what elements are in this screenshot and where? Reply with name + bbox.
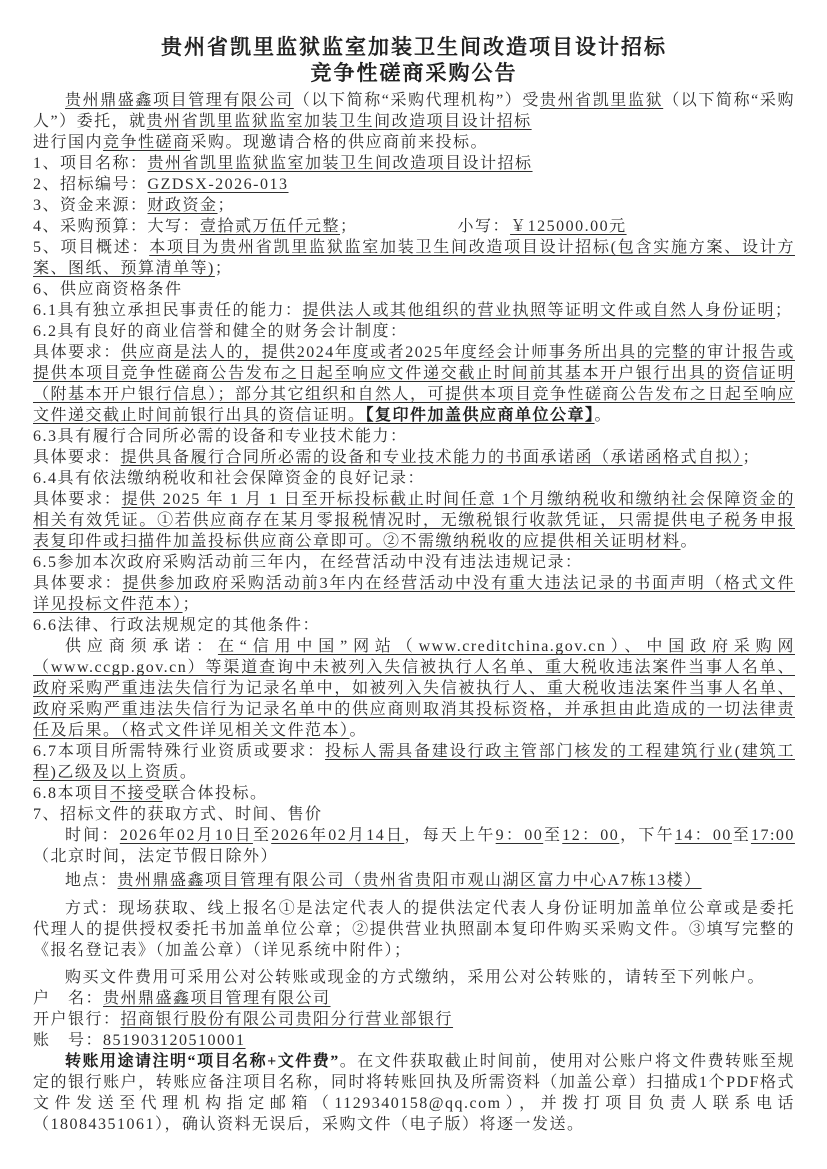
text-segment: 账 号：: [33, 1032, 104, 1049]
text-segment: 转账用途请注明“项目名称+文件费”: [65, 1053, 340, 1070]
text-segment: 2、招标编号：: [33, 176, 148, 193]
text-segment: 。: [594, 407, 613, 424]
text-segment: 6.7本项目所需特殊行业资质或要求：: [33, 743, 326, 760]
text-segment: 地点：: [65, 872, 118, 889]
text-segment: 提供参加政府采购活动前3年内在经营活动中没有重大违法记录的书面声明（格式文件详见投标文件范本）: [33, 575, 795, 613]
text-segment: GZDSX-2026-013: [147, 176, 289, 193]
item-3-funding-source: [33, 195, 795, 216]
text-segment: 小写：: [457, 218, 511, 235]
text-segment: 具体要求：: [33, 491, 122, 508]
item-6-3: [33, 426, 795, 447]
text-segment: 投标人需具备建设行政主管部门核发的工程建筑行业(建筑工程)乙级及以上资质: [33, 743, 795, 781]
text-segment: ；: [214, 260, 233, 277]
text-segment: 购买文件费用可采用公对公转账或现金的方式缴纳，采用公对公转账的，请转至下列帐户。: [65, 969, 766, 986]
item-4-budget: [33, 216, 795, 237]
item-6-2-detail: [33, 342, 795, 426]
text-segment: 7、招标文件的获取方式、时间、售价: [33, 806, 323, 823]
text-segment: 时间：: [65, 827, 120, 844]
text-segment: 提供具备履行合同所必需的设备和专业技术能力的书面承诺函（承诺函格式自拟）: [120, 449, 743, 466]
text-segment: ；: [182, 596, 201, 613]
text-segment: 3、资金来源：: [33, 197, 148, 214]
text-segment: 提供法人或其他组织的营业执照等证明文件或自然人身份证明: [302, 302, 776, 319]
text-segment: 6.6法律、行政法规规定的其他条件：: [33, 617, 321, 634]
text-segment: 在“信用中国”网站（www.creditchina.gov.cn）、中国政府采购网（www.ccgp.gov.cn）等渠道查询中未被列入失信被执行人名单、重大税收违法案件当事人名单、政府采购严重违法失信行为记录名单中，如被列入失信被执行人、重大税收违法案件当事人名单、政府采购严重违法失信行为记录名单中的供应商则取消其投标资格，并承担由此造成的一切法律责任及后果。（格式文件详见相关文件范本）: [33, 638, 795, 739]
text-segment: 至: [543, 827, 563, 844]
text-segment: ；: [340, 218, 358, 235]
item-7-time: [33, 825, 795, 867]
text-segment: 。: [680, 533, 699, 550]
item-2-tender-number: [33, 174, 795, 195]
text-segment: 6.4具有依法缴纳税收和社会保障资金的良好记录：: [33, 470, 426, 487]
text-segment: 采购。现邀请合格的供应商前来投标。: [190, 134, 489, 151]
item-6-6-detail: [33, 636, 795, 741]
text-segment: 6.3具有履行合同所必需的设备和专业技术能力：: [33, 428, 408, 445]
text-segment: 不接受: [110, 785, 163, 802]
text-segment: 851903120510001: [103, 1032, 246, 1049]
page-title-line1: 贵州省凯里监狱监室加装卫生间改造项目设计招标: [161, 35, 667, 59]
item-5-project-overview: [33, 237, 795, 279]
text-segment: 贵州鼎盛鑫项目管理有限公司: [103, 990, 331, 1007]
item-6-qualification-header: [33, 279, 795, 300]
text-segment: 6.8本项目: [33, 785, 111, 802]
text-segment: 供应商是法人的，提供2024年度或者2025年度经会计师事务所出具的完整的审计报告或提供本项目竞争性磋商公告发布之日起至响应文件递交截止时间前其基本开户银行出具的资信证明（附基本开户银行信息）；部分其它组织和自然人，可提供本项目竞争性磋商公告发布之日起至响应文件递交截止时间前银行出具的资信证明。: [33, 344, 796, 424]
text-segment: （以下简称“采购代理机构”）受: [293, 92, 540, 109]
text-segment: 14：00: [674, 827, 732, 844]
text-segment: 贵州省凯里监狱监室加装卫生间改造项目设计招标: [147, 155, 533, 172]
text-segment: 提供 2025 年 1 月 1 日至开标投标截止时间任意 1个月缴纳税收和缴纳社会保障资金的相关有效凭证。①若供应商存在某月零报税情况时，无缴税银行收款凭证，只需提供电子税务申报表复印件或扫描件加盖投标供应商公章即可。②不需缴纳税收的应提供相关证明材料: [33, 491, 795, 550]
text-segment: 供应商须承诺：: [65, 638, 218, 655]
text-segment: 17:00: [750, 827, 795, 844]
text-segment: ；: [775, 302, 793, 319]
text-segment: 壹拾贰万伍仟元整: [200, 218, 341, 235]
item-6-7: [33, 741, 795, 783]
item-7-location: [33, 870, 795, 891]
text-segment: ，下午: [619, 827, 675, 844]
text-segment: 户 名：: [33, 990, 104, 1007]
item-6-5-detail: [33, 573, 795, 615]
item-6-1: [33, 300, 795, 321]
text-segment: 6、供应商资格条件: [33, 281, 183, 298]
text-segment: 1、项目名称：: [33, 155, 148, 172]
text-segment: 具体要求：: [33, 449, 121, 466]
text-segment: 具体要求：: [33, 575, 123, 592]
text-segment: 贵州省凯里监狱监室加装卫生间改造项目设计招标: [146, 113, 532, 130]
text-segment: 进行国内: [33, 134, 104, 151]
text-segment: 招商银行股份有限公司贵阳分行营业部银行: [120, 1011, 454, 1028]
text-segment: 贵州鼎盛鑫项目管理有限公司（贵州省贵阳市观山湖区富力中心A7栋13楼）: [117, 872, 702, 889]
item-6-3-detail: [33, 447, 795, 468]
text-segment: ，每天上午: [404, 827, 496, 844]
text-segment: 本项目为贵州省凯里监狱监室加装卫生间改造项目设计招标(包含实施方案、设计方案、图纸、预算清单等): [33, 239, 795, 277]
text-segment: 6.1具有独立承担民事责任的能力：: [33, 302, 303, 319]
text-segment: ；: [742, 449, 761, 466]
text-segment: 2026年02月10日: [119, 827, 253, 844]
text-segment: 具体要求：: [33, 344, 121, 361]
text-segment: 6.5参加本次政府采购活动前三年内，在经营活动中没有违法违规记录：: [33, 554, 583, 571]
text-segment: 竞争性磋商: [103, 134, 191, 151]
item-6-6: [33, 615, 795, 636]
text-segment: 。: [179, 764, 198, 781]
account-name: [33, 988, 795, 1009]
page-title-line2: 竞争性磋商采购公告: [310, 61, 518, 85]
item-6-8: [33, 783, 795, 804]
text-segment: 。: [349, 722, 368, 739]
text-segment: ；: [217, 197, 236, 214]
text-segment: 5、项目概述：: [33, 239, 150, 256]
account-bank: [33, 1009, 795, 1030]
text-segment: 联合体投标。: [162, 785, 268, 802]
text-segment: 9：00: [495, 827, 544, 844]
payment-note: [33, 967, 795, 988]
text-segment: （以下简称“采购人”）委托，就: [33, 92, 795, 130]
account-number: [33, 1030, 795, 1051]
item-6-2: [33, 321, 795, 342]
item-6-4-detail: [33, 489, 795, 552]
text-segment: 。在文件获取截止时间前，使用对公账户将文件费转账至规定的银行账户，转账应备注项目名称，同时将转账回执及所需资料（加盖公章）扫描成1个PDF格式文件发送至代理机构指定邮箱（1129340158@qq.com），并拨打项目负责人联系电话（18084351061），确认资料无误后，采购文件（电子版）将逐一发送。: [33, 1053, 795, 1133]
item-6-5: [33, 552, 795, 573]
item-7-method: [33, 898, 795, 961]
text-segment: 贵州鼎盛鑫项目管理有限公司: [65, 92, 294, 109]
text-segment: 财政资金: [147, 197, 218, 214]
text-segment: 【复印件加盖供应商单位公章】: [365, 407, 595, 424]
text-segment: 4、采购预算：大写：: [33, 218, 201, 235]
text-segment: 至: [252, 827, 272, 844]
text-segment: 2026年02月14日: [271, 827, 405, 844]
transfer-instructions: [33, 1051, 795, 1135]
document-body: [33, 90, 795, 1135]
text-segment: 至: [731, 827, 751, 844]
text-segment: 方式：现场获取、线上报名①是法定代表人的提供法定代表人身份证明加盖单位公章或是委托代理人的提供授权委托书加盖单位公章；②提供营业执照副本复印件购买采购文件。③填写完整的《报名登记表》（加盖公章）（详见系统中附件）；: [33, 900, 795, 959]
text-segment: （北京时间，法定节假日除外）: [33, 848, 279, 865]
item-7-header: [33, 804, 795, 825]
text-segment: 贵州省凯里监狱: [539, 92, 664, 109]
item-6-4: [33, 468, 795, 489]
intro-paragraph: [33, 90, 795, 153]
text-segment: 12：00: [562, 827, 620, 844]
item-1-project-name: [33, 153, 795, 174]
text-segment: ￥125000.00元: [510, 218, 627, 235]
text-segment: 6.2具有良好的商业信誉和健全的财务会计制度：: [33, 323, 408, 340]
text-segment: 开户银行：: [33, 1011, 121, 1028]
